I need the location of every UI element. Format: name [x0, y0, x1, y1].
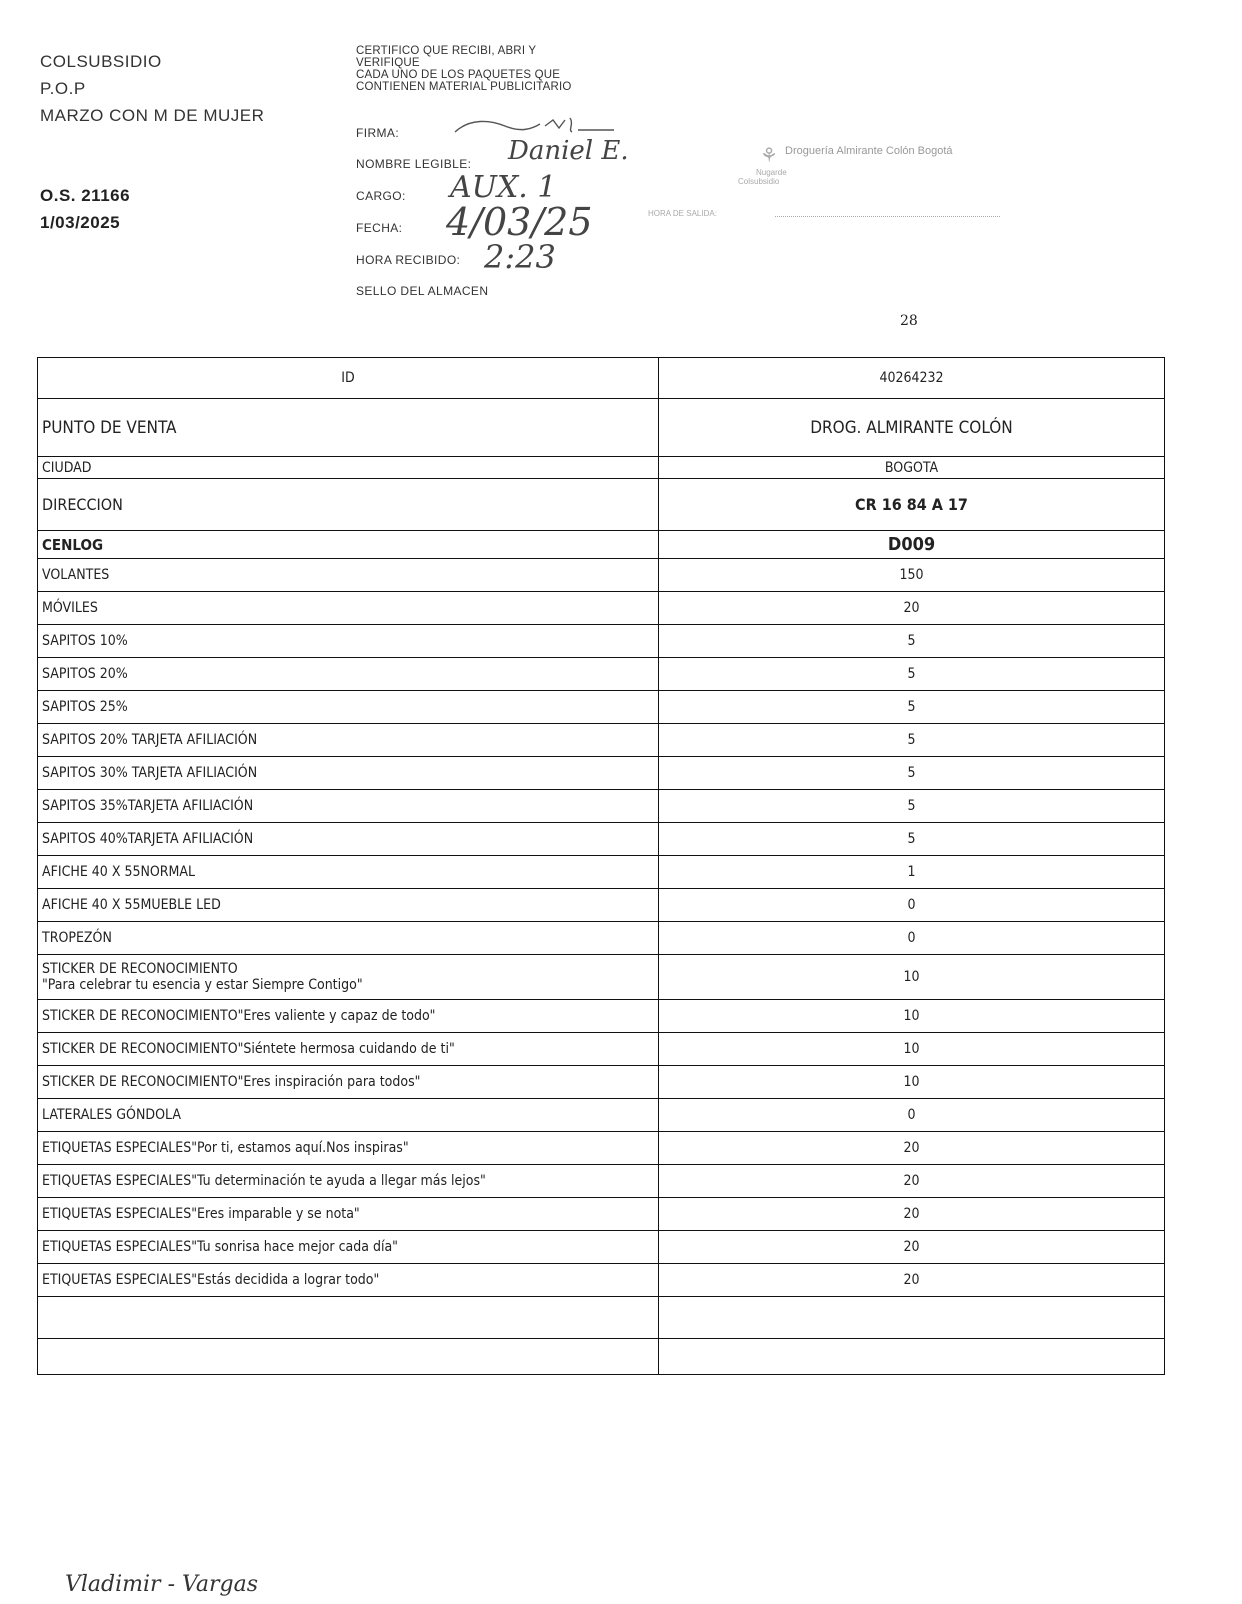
- item-quantity: 10: [659, 1000, 1165, 1033]
- item-label: [38, 856, 659, 889]
- stamp-sub2: Colsubsidio: [738, 177, 780, 186]
- item-quantity: 5: [659, 823, 1165, 856]
- item-label-text: STICKER DE RECONOCIMIENTO"Eres valiente y capaz de todo": [42, 1008, 436, 1024]
- bottom-signature: Vladimir - Vargas: [65, 1572, 258, 1597]
- item-label-text: ETIQUETAS ESPECIALES"Tu sonrisa hace mejor cada día": [42, 1239, 398, 1255]
- item-label-text: STICKER DE RECONOCIMIENTO: [42, 961, 238, 977]
- company-name: COLSUBSIDIO: [40, 52, 162, 71]
- stamp-subtext: [738, 168, 787, 186]
- item-quantity: 5: [659, 757, 1165, 790]
- item-quantity: 5: [659, 625, 1165, 658]
- item-label-text: SAPITOS 10%: [42, 633, 128, 649]
- info-row-ciudad: [38, 457, 1165, 479]
- item-label: [38, 1000, 659, 1033]
- table-row: [38, 592, 1165, 625]
- page-number: 28: [900, 313, 918, 329]
- id-value: 40264232: [659, 358, 1165, 399]
- item-label: [38, 1132, 659, 1165]
- item-label-text: LATERALES GÓNDOLA: [42, 1107, 181, 1123]
- info-row-direccion: [38, 479, 1165, 531]
- nombre-field: [356, 157, 471, 171]
- item-label: [38, 790, 659, 823]
- table-row: [38, 625, 1165, 658]
- item-label-text: STICKER DE RECONOCIMIENTO"Siéntete hermosa cuidando de ti": [42, 1041, 455, 1057]
- table-row: [38, 1066, 1165, 1099]
- empty-row: [38, 1339, 1165, 1375]
- cenlog-label: CENLOG: [38, 531, 659, 559]
- item-label: [38, 1231, 659, 1264]
- item-label-text: SAPITOS 30% TARJETA AFILIACIÓN: [42, 765, 258, 781]
- empty-row: [38, 1297, 1165, 1339]
- cargo-label: CARGO:: [356, 189, 406, 203]
- firma-label: FIRMA:: [356, 126, 400, 140]
- item-label: [38, 757, 659, 790]
- item-quantity: 0: [659, 922, 1165, 955]
- item-quantity: 5: [659, 724, 1165, 757]
- table-row: [38, 955, 1165, 1000]
- item-quantity: 20: [659, 1165, 1165, 1198]
- item-quantity: 5: [659, 691, 1165, 724]
- program-name: P.O.P: [40, 79, 86, 98]
- table-row: [38, 1099, 1165, 1132]
- item-quantity: 150: [659, 559, 1165, 592]
- item-label-subtext: "Para celebrar tu esencia y estar Siempre Contigo": [42, 977, 363, 993]
- item-label-text: STICKER DE RECONOCIMIENTO"Eres inspiración para todos": [42, 1074, 421, 1090]
- item-label: [38, 592, 659, 625]
- direccion-label: DIRECCION: [38, 479, 659, 531]
- item-label: [38, 922, 659, 955]
- item-quantity: 10: [659, 1066, 1165, 1099]
- table-row: [38, 790, 1165, 823]
- item-label: [38, 724, 659, 757]
- item-label: [38, 823, 659, 856]
- item-label: [38, 1033, 659, 1066]
- empty-cell: [38, 1339, 659, 1375]
- info-row-punto-venta: [38, 399, 1165, 457]
- fecha-label: FECHA:: [356, 221, 403, 235]
- item-label: [38, 1264, 659, 1297]
- item-label: [38, 658, 659, 691]
- item-quantity: 1: [659, 856, 1165, 889]
- item-quantity: 5: [659, 790, 1165, 823]
- firma-field: [356, 126, 399, 140]
- fecha-value: 4/03/25: [446, 200, 593, 244]
- item-label-text: SAPITOS 20%: [42, 666, 128, 682]
- item-quantity: 20: [659, 1231, 1165, 1264]
- item-label-text: MÓVILES: [42, 600, 98, 616]
- cargo-field: [356, 189, 406, 203]
- fecha-field: [356, 221, 402, 235]
- item-quantity: 0: [659, 1099, 1165, 1132]
- table-row: [38, 1033, 1165, 1066]
- table-row: [38, 757, 1165, 790]
- stamp-name: Droguería Almirante Colón Bogotá: [785, 145, 953, 157]
- cert-line: CADA UNO DE LOS PAQUETES QUE: [356, 69, 561, 81]
- table-row: [38, 889, 1165, 922]
- stamp-hora-label: HORA DE SALIDA:: [648, 209, 717, 218]
- item-quantity: 0: [659, 889, 1165, 922]
- cert-line: VERIFIQUE: [356, 57, 420, 69]
- table-row: [38, 691, 1165, 724]
- table-row: [38, 1264, 1165, 1297]
- item-label: [38, 1198, 659, 1231]
- hora-field: [356, 253, 460, 267]
- cargo-value: AUX. 1: [450, 170, 557, 205]
- nombre-label: NOMBRE LEGIBLE:: [356, 157, 472, 171]
- cert-line: CERTIFICO QUE RECIBI, ABRI Y: [356, 45, 537, 57]
- item-label-text: ETIQUETAS ESPECIALES"Por ti, estamos aquí.Nos inspiras": [42, 1140, 409, 1156]
- order-date: 1/03/2025: [40, 213, 121, 232]
- item-quantity: 20: [659, 592, 1165, 625]
- certification-text: [356, 45, 572, 93]
- campaign-name: MARZO CON M DE MUJER: [40, 106, 265, 125]
- table-row: [38, 823, 1165, 856]
- table-row: [38, 1198, 1165, 1231]
- item-label-text: ETIQUETAS ESPECIALES"Estás decidida a lograr todo": [42, 1272, 380, 1288]
- item-label-text: SAPITOS 35%TARJETA AFILIACIÓN: [42, 798, 254, 814]
- info-row-cenlog: [38, 531, 1165, 559]
- empty-cell: [659, 1297, 1165, 1339]
- cert-line: CONTIENEN MATERIAL PUBLICITARIO: [356, 81, 572, 93]
- nombre-value: Daniel E.: [508, 136, 629, 166]
- cenlog-value: D009: [659, 531, 1165, 559]
- table-row: [38, 1231, 1165, 1264]
- item-label-text: TROPEZÓN: [42, 930, 112, 946]
- firma-signature: [450, 112, 620, 138]
- material-table: [37, 357, 1165, 1375]
- table-row: [38, 922, 1165, 955]
- punto-venta-value: DROG. ALMIRANTE COLÓN: [659, 399, 1165, 457]
- item-label: [38, 559, 659, 592]
- item-quantity: 10: [659, 1033, 1165, 1066]
- item-label-text: SAPITOS 20% TARJETA AFILIACIÓN: [42, 732, 258, 748]
- table-row: [38, 1000, 1165, 1033]
- order-number: O.S. 21166: [40, 186, 131, 205]
- item-label: [38, 1099, 659, 1132]
- item-label-text: ETIQUETAS ESPECIALES"Eres imparable y se nota": [42, 1206, 360, 1222]
- item-quantity: 20: [659, 1198, 1165, 1231]
- hora-value: 2:23: [484, 238, 556, 276]
- item-label-text: AFICHE 40 X 55MUEBLE LED: [42, 897, 221, 913]
- table-row: [38, 658, 1165, 691]
- item-label: [38, 889, 659, 922]
- table-header-row: [38, 358, 1165, 399]
- item-label-text: SAPITOS 40%TARJETA AFILIACIÓN: [42, 831, 254, 847]
- item-label: [38, 625, 659, 658]
- item-label: [38, 1066, 659, 1099]
- item-label-text: SAPITOS 25%: [42, 699, 128, 715]
- item-label-text: AFICHE 40 X 55NORMAL: [42, 864, 196, 880]
- stamp-sub1: Nugarde: [756, 168, 787, 177]
- table-row: [38, 724, 1165, 757]
- stamp-hora-line: [775, 216, 1000, 217]
- stamp-logo-icon: ⚘: [760, 143, 778, 167]
- item-label: [38, 955, 659, 1000]
- ciudad-value: BOGOTA: [659, 457, 1165, 479]
- punto-venta-label: PUNTO DE VENTA: [38, 399, 659, 457]
- item-label-text: VOLANTES: [42, 567, 110, 583]
- id-label: ID: [38, 358, 659, 399]
- item-label: [38, 691, 659, 724]
- empty-cell: [659, 1339, 1165, 1375]
- ciudad-label: CIUDAD: [38, 457, 659, 479]
- item-label: [38, 1165, 659, 1198]
- table-row: [38, 559, 1165, 592]
- table-row: [38, 1132, 1165, 1165]
- header-left: [40, 48, 264, 236]
- item-quantity: 10: [659, 955, 1165, 1000]
- direccion-value: CR 16 84 A 17: [659, 479, 1165, 531]
- table-row: [38, 856, 1165, 889]
- hora-label: HORA RECIBIDO:: [356, 253, 461, 267]
- item-quantity: 5: [659, 658, 1165, 691]
- item-quantity: 20: [659, 1132, 1165, 1165]
- empty-cell: [38, 1297, 659, 1339]
- table-row: [38, 1165, 1165, 1198]
- sello-label: SELLO DEL ALMACEN: [356, 284, 489, 298]
- item-quantity: 20: [659, 1264, 1165, 1297]
- item-label-text: ETIQUETAS ESPECIALES"Tu determinación te ayuda a llegar más lejos": [42, 1173, 486, 1189]
